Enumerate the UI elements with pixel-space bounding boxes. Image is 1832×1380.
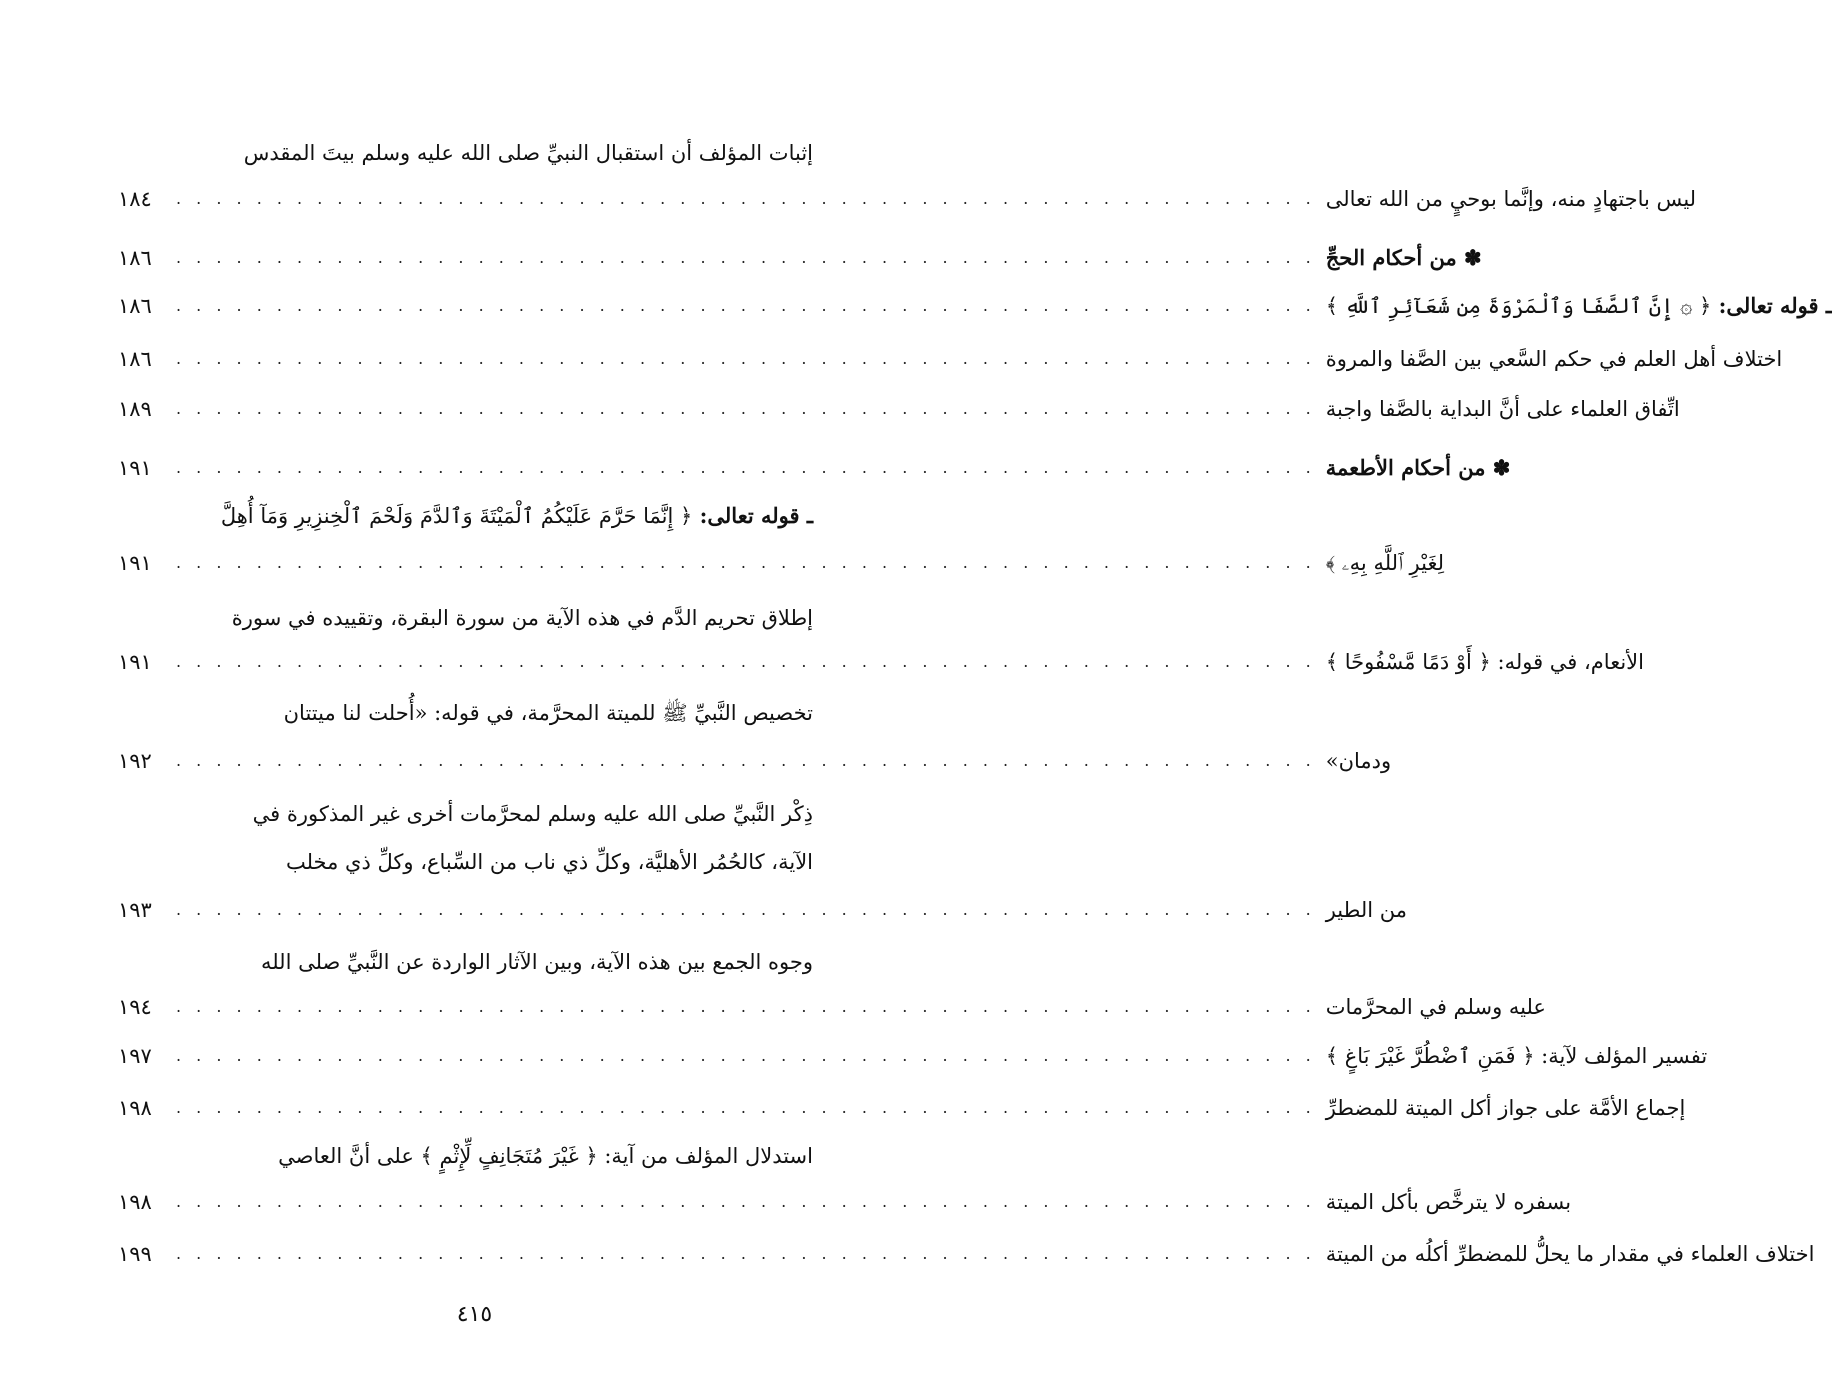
toc-entry-body: ليس باجتهادٍ منه، وإنَّما بوحيٍ من الله تعالى <box>1325 187 1697 211</box>
toc-entry-body: إجماع الأمَّة على جواز أكل الميتة للمضطرِّ <box>1325 1096 1686 1120</box>
toc-entry-text <box>286 840 813 884</box>
toc-line <box>118 387 1680 431</box>
toc-leader-dots: . . . . . . . . . . . . . . . . . . . . . . . . . . . . . . . . . . . . . . . . . . . . . . . . . . . . . . . . . <box>176 1192 1316 1211</box>
toc-line <box>118 940 813 984</box>
toc-line <box>118 840 813 884</box>
toc-page-number: ١٩٩ <box>118 1242 152 1266</box>
toc-page-number: ١٩١ <box>118 456 152 480</box>
toc-entry-text <box>1326 284 1832 328</box>
toc-entry-body: ﴿ إِنَّمَا حَرَّمَ عَلَيْكُمُ ٱلْمَيْتَةَ وَٱلدَّمَ وَلَحْمَ ٱلْخِنزِيرِ وَمَآ أُهِلَّ <box>220 504 693 528</box>
toc-page-number: ١٩٤ <box>118 995 152 1019</box>
toc-entry-body: بسفره لا يترخَّص بأكل الميتة <box>1325 1190 1572 1214</box>
toc-line <box>118 792 813 836</box>
toc-entry-text <box>1326 1232 1815 1276</box>
toc-page-number: ١٩١ <box>118 551 152 575</box>
toc-leader-dots: . . . . . . . . . . . . . . . . . . . . . . . . . . . . . . . . . . . . . . . . . . . . . . . . . . . . . . . . . <box>176 751 1316 770</box>
toc-entry-text <box>278 1134 813 1178</box>
toc-leader-dots: . . . . . . . . . . . . . . . . . . . . . . . . . . . . . . . . . . . . . . . . . . . . . . . . . . . . . . . . . <box>176 1244 1316 1263</box>
toc-line <box>118 284 1832 328</box>
toc-leader-dots: . . . . . . . . . . . . . . . . . . . . . . . . . . . . . . . . . . . . . . . . . . . . . . . . . . . . . . . . . <box>176 652 1316 671</box>
toc-line <box>118 1086 1686 1130</box>
toc-entry-body: ﴿ ۞ إِنَّ ٱلصَّفَا وَٱلْمَرْوَةَ مِن شَعَآئِرِ ٱللَّهِ ﴾ <box>1325 294 1712 318</box>
toc-entry-text <box>232 596 813 640</box>
toc-page-number: ١٨٩ <box>118 397 152 421</box>
toc-entry-text <box>1326 1034 1707 1078</box>
toc-entry-body: ✽ من أحكام الحجِّ <box>1325 245 1482 270</box>
toc-entry-body: اختلاف أهل العلم في حكم السَّعي بين الصَّفا والمروة <box>1325 347 1783 371</box>
toc-entry-text <box>1326 337 1783 381</box>
toc-leader-dots: . . . . . . . . . . . . . . . . . . . . . . . . . . . . . . . . . . . . . . . . . . . . . . . . . . . . . . . . . <box>176 349 1316 368</box>
toc-line <box>118 888 1408 932</box>
toc-line <box>118 640 1644 684</box>
toc-line <box>118 596 813 640</box>
toc-entry-text <box>1326 739 1391 783</box>
toc-page-number: ١٩٣ <box>118 898 152 922</box>
toc-entry-body: وجوه الجمع بين هذه الآية، وبين الآثار الواردة عن النَّبيِّ صلى الله <box>260 950 813 974</box>
toc-line <box>118 236 1482 280</box>
toc-line <box>118 337 1783 381</box>
toc-line <box>118 1180 1572 1224</box>
toc-page-number: ١٩٢ <box>118 749 152 773</box>
toc-entry-body: لِغَيْرِ ٱللَّهِ بِهِۦ ﴾ <box>1325 551 1445 575</box>
toc-page-number: ١٨٦ <box>118 347 152 371</box>
toc-entry-text <box>1326 1180 1571 1224</box>
toc-entry-body: إثبات المؤلف أن استقبال النبيِّ صلى الله عليه وسلم بيتَ المقدس <box>243 141 813 165</box>
toc-line <box>118 177 1697 221</box>
toc-entry-body: تخصيص النَّبيِّ ﷺ للميتة المحرَّمة، في قوله: «أُحلت لنا ميتتان <box>283 701 813 725</box>
toc-entry-text <box>1326 177 1696 221</box>
toc-page-number: ١٨٤ <box>118 187 152 211</box>
toc-entry-lead: ـ قوله تعالى: <box>1711 293 1832 318</box>
toc-page-number: ١٩٨ <box>118 1096 152 1120</box>
toc-entry-text <box>244 131 813 175</box>
toc-entry-body: ودمان» <box>1325 749 1392 773</box>
toc-line <box>118 985 1546 1029</box>
page-number: ٤١٥ <box>456 1302 493 1327</box>
toc-leader-dots: . . . . . . . . . . . . . . . . . . . . . . . . . . . . . . . . . . . . . . . . . . . . . . . . . . . . . . . . . <box>176 1046 1316 1065</box>
toc-entry-text <box>1326 888 1407 932</box>
toc-leader-dots: . . . . . . . . . . . . . . . . . . . . . . . . . . . . . . . . . . . . . . . . . . . . . . . . . . . . . . . . . <box>176 997 1316 1016</box>
toc-page-number: ١٩٨ <box>118 1190 152 1214</box>
toc-line <box>118 494 813 538</box>
toc-entry-text <box>1326 387 1680 431</box>
toc-entry-body: الآية، كالحُمُر الأهليَّة، وكلِّ ذي ناب من السِّباع، وكلِّ ذي مخلب <box>285 850 813 874</box>
toc-entry-body: اتِّفاق العلماء على أنَّ البداية بالصَّفا واجبة <box>1325 397 1680 421</box>
toc-leader-dots: . . . . . . . . . . . . . . . . . . . . . . . . . . . . . . . . . . . . . . . . . . . . . . . . . . . . . . . . . <box>176 1098 1316 1117</box>
toc-entry-body: الأنعام، في قوله: ﴿ أَوْ دَمًا مَّسْفُوحًا ﴾ <box>1325 650 1644 674</box>
toc-line <box>118 739 1392 783</box>
toc-page-number: ١٩٧ <box>118 1044 152 1068</box>
toc-section-heading <box>1326 446 1511 490</box>
toc-entry-text <box>1326 1086 1686 1130</box>
toc-page-number: ١٩١ <box>118 650 152 674</box>
toc-entry-lead: ـ قوله تعالى: <box>692 503 813 528</box>
toc-entry-body: من الطير <box>1325 898 1408 922</box>
toc-entry-text <box>261 940 813 984</box>
toc-line <box>118 131 813 175</box>
toc-entry-text <box>253 792 813 836</box>
toc-leader-dots: . . . . . . . . . . . . . . . . . . . . . . . . . . . . . . . . . . . . . . . . . . . . . . . . . . . . . . . . . <box>176 296 1316 315</box>
toc-line <box>118 1134 813 1178</box>
toc-line <box>118 1034 1708 1078</box>
toc-entry-text <box>284 691 813 735</box>
toc-section-heading <box>1326 236 1482 280</box>
toc-entry-body: إطلاق تحريم الدَّم في هذه الآية من سورة البقرة، وتقييده في سورة <box>231 606 813 630</box>
toc-entry-text <box>1326 541 1444 585</box>
toc-leader-dots: . . . . . . . . . . . . . . . . . . . . . . . . . . . . . . . . . . . . . . . . . . . . . . . . . . . . . . . . . <box>176 900 1316 919</box>
toc-line <box>118 446 1511 490</box>
toc-entry-text <box>1326 985 1546 1029</box>
toc-leader-dots: . . . . . . . . . . . . . . . . . . . . . . . . . . . . . . . . . . . . . . . . . . . . . . . . . . . . . . . . . <box>176 189 1316 208</box>
toc-leader-dots: . . . . . . . . . . . . . . . . . . . . . . . . . . . . . . . . . . . . . . . . . . . . . . . . . . . . . . . . . <box>176 553 1316 572</box>
toc-leader-dots: . . . . . . . . . . . . . . . . . . . . . . . . . . . . . . . . . . . . . . . . . . . . . . . . . . . . . . . . . <box>176 458 1316 477</box>
toc-entry-body: استدلال المؤلف من آية: ﴿ غَيْرَ مُتَجَانِفٍ لِّإِثْمٍ ﴾ على أنَّ العاصي <box>278 1144 813 1168</box>
toc-leader-dots: . . . . . . . . . . . . . . . . . . . . . . . . . . . . . . . . . . . . . . . . . . . . . . . . . . . . . . . . . <box>176 399 1316 418</box>
toc-line <box>118 541 1445 585</box>
toc-entry-body: ذِكْر النَّبيِّ صلى الله عليه وسلم لمحرَّمات أخرى غير المذكورة في <box>252 802 813 826</box>
toc-entry-body: عليه وسلم في المحرَّمات <box>1325 995 1546 1019</box>
toc-line <box>118 691 813 735</box>
toc-line <box>118 1232 1815 1276</box>
toc-entry-text <box>1326 640 1644 684</box>
toc-page-number: ١٨٦ <box>118 294 152 318</box>
toc-entry-body: ✽ من أحكام الأطعمة <box>1325 455 1511 480</box>
toc-leader-dots: . . . . . . . . . . . . . . . . . . . . . . . . . . . . . . . . . . . . . . . . . . . . . . . . . . . . . . . . . <box>176 248 1316 267</box>
toc-entry-body: تفسير المؤلف لآية: ﴿ فَمَنِ ٱضْطُرَّ غَيْرَ بَاغٍ ﴾ <box>1325 1044 1708 1068</box>
toc-entry-text <box>221 494 813 538</box>
toc-entry-body: اختلاف العلماء في مقدار ما يحلُّ للمضطرِّ أكلُه من الميتة <box>1325 1242 1815 1266</box>
toc-page-number: ١٨٦ <box>118 246 152 270</box>
